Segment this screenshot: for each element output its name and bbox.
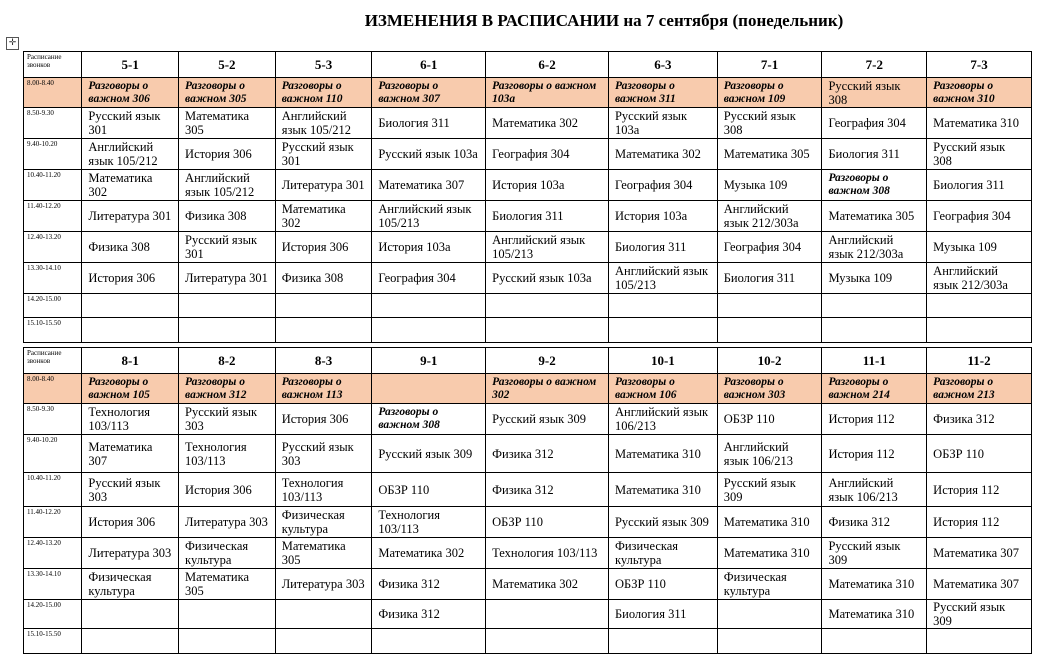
- lesson-cell: Разговоры о важном 308: [822, 170, 927, 201]
- lesson-cell: Литература 303: [179, 507, 276, 538]
- lesson-cell: История 306: [82, 263, 179, 294]
- lesson-cell: Технология 103/113: [275, 473, 372, 507]
- lesson-cell: География 304: [927, 201, 1032, 232]
- class-header: 6-3: [608, 52, 717, 78]
- lesson-cell: Разговоры о важном 105: [82, 374, 179, 404]
- time-cell: 11.40-12.20: [24, 201, 82, 232]
- lesson-cell: Физическая культура: [82, 569, 179, 600]
- lesson-cell: [179, 600, 276, 629]
- class-header: 8-3: [275, 348, 372, 374]
- lesson-cell: Разговоры о важном 110: [275, 78, 372, 108]
- lesson-cell: [179, 294, 276, 318]
- time-cell: 10.40-11.20: [24, 473, 82, 507]
- lesson-cell: ОБЗР 110: [372, 473, 486, 507]
- conversation-row: [24, 374, 1032, 404]
- lesson-cell: Математика 310: [608, 435, 717, 473]
- lesson-cell: Русский язык 308: [717, 108, 822, 139]
- lesson-cell: География 304: [608, 170, 717, 201]
- lesson-cell: [822, 629, 927, 654]
- lesson-cell: [608, 629, 717, 654]
- header-row: [24, 348, 1032, 374]
- lesson-cell: Разговоры о важном 303: [717, 374, 822, 404]
- lesson-row: [24, 600, 1032, 629]
- lesson-row: [24, 263, 1032, 294]
- lesson-cell: Биология 311: [608, 600, 717, 629]
- lesson-cell: Русский язык 303: [275, 435, 372, 473]
- lesson-cell: Английский язык 212/303а: [822, 232, 927, 263]
- lesson-cell: Разговоры о важном 109: [717, 78, 822, 108]
- lesson-cell: Русский язык 309: [486, 404, 609, 435]
- time-cell: 11.40-12.20: [24, 507, 82, 538]
- time-cell: 12.40-13.20: [24, 232, 82, 263]
- lesson-cell: [486, 318, 609, 343]
- lesson-cell: [927, 294, 1032, 318]
- lesson-cell: Математика 305: [717, 139, 822, 170]
- lesson-cell: Английский язык 106/213: [717, 435, 822, 473]
- lesson-cell: История 306: [275, 232, 372, 263]
- lesson-cell: Английский язык 106/213: [608, 404, 717, 435]
- lesson-cell: Литература 301: [275, 170, 372, 201]
- lesson-cell: Английский язык 212/303а: [927, 263, 1032, 294]
- time-cell: 12.40-13.20: [24, 538, 82, 569]
- lesson-cell: [486, 294, 609, 318]
- lesson-cell: История 112: [927, 473, 1032, 507]
- lesson-cell: Разговоры о важном 308: [372, 404, 486, 435]
- lesson-cell: Математика 302: [275, 201, 372, 232]
- lesson-cell: Русский язык 301: [275, 139, 372, 170]
- lesson-cell: Технология 103/113: [179, 435, 276, 473]
- lesson-cell: ОБЗР 110: [927, 435, 1032, 473]
- class-header: 11-1: [822, 348, 927, 374]
- lesson-row: [24, 139, 1032, 170]
- lesson-cell: Русский язык 103а: [486, 263, 609, 294]
- lesson-cell: [179, 629, 276, 654]
- lesson-cell: История 112: [822, 435, 927, 473]
- lesson-cell: [486, 629, 609, 654]
- lesson-cell: Математика 310: [717, 507, 822, 538]
- header-row: [24, 52, 1032, 78]
- lesson-cell: Разговоры о важном 302: [486, 374, 609, 404]
- lesson-cell: Биология 311: [608, 232, 717, 263]
- lesson-cell: География 304: [822, 108, 927, 139]
- time-cell: 8.50-9.30: [24, 404, 82, 435]
- bell-schedule-header: Расписание звонков: [24, 52, 82, 78]
- lesson-cell: [82, 318, 179, 343]
- lesson-cell: Разговоры о важном 306: [82, 78, 179, 108]
- lesson-cell: Музыка 109: [927, 232, 1032, 263]
- lesson-cell: Русский язык 303: [179, 404, 276, 435]
- lesson-cell: Математика 307: [372, 170, 486, 201]
- class-header: 7-1: [717, 52, 822, 78]
- lesson-cell: Русский язык 309: [372, 435, 486, 473]
- class-header: 8-1: [82, 348, 179, 374]
- time-cell: 9.40-10.20: [24, 139, 82, 170]
- lesson-cell: [717, 318, 822, 343]
- lesson-cell: История 112: [822, 404, 927, 435]
- lesson-cell: Разговоры о важном 312: [179, 374, 276, 404]
- time-cell: 14.20-15.00: [24, 294, 82, 318]
- lesson-cell: [717, 600, 822, 629]
- lesson-cell: Английский язык 105/213: [486, 232, 609, 263]
- lesson-cell: [372, 629, 486, 654]
- time-cell: 15.10-15.50: [24, 318, 82, 343]
- lesson-row: [24, 108, 1032, 139]
- lesson-cell: Литература 303: [275, 569, 372, 600]
- lesson-cell: Физика 312: [486, 473, 609, 507]
- lesson-cell: Русский язык 308: [822, 78, 927, 108]
- lesson-cell: [927, 318, 1032, 343]
- lesson-row: [24, 294, 1032, 318]
- lesson-row: [24, 201, 1032, 232]
- lesson-cell: Музыка 109: [822, 263, 927, 294]
- time-cell: 13.30-14.10: [24, 263, 82, 294]
- lesson-cell: Разговоры о важном 213: [927, 374, 1032, 404]
- conversation-row: [24, 78, 1032, 108]
- schedule-table-upper: [23, 51, 1032, 343]
- lesson-cell: [372, 374, 486, 404]
- lesson-cell: История 306: [179, 139, 276, 170]
- time-cell: 10.40-11.20: [24, 170, 82, 201]
- lesson-cell: Математика 302: [82, 170, 179, 201]
- lesson-cell: [372, 318, 486, 343]
- lesson-row: [24, 507, 1032, 538]
- lesson-cell: Физическая культура: [608, 538, 717, 569]
- lesson-cell: Разговоры о важном 307: [372, 78, 486, 108]
- lesson-cell: [822, 294, 927, 318]
- time-cell: 9.40-10.20: [24, 435, 82, 473]
- lesson-cell: История 306: [179, 473, 276, 507]
- lesson-cell: Английский язык 106/213: [822, 473, 927, 507]
- time-cell: 8.50-9.30: [24, 108, 82, 139]
- lesson-cell: География 304: [717, 232, 822, 263]
- class-header: 8-2: [179, 348, 276, 374]
- lesson-cell: Биология 311: [717, 263, 822, 294]
- lesson-cell: [82, 294, 179, 318]
- schedule-table-lower: [23, 347, 1032, 654]
- lesson-cell: Биология 311: [927, 170, 1032, 201]
- lesson-cell: [179, 318, 276, 343]
- lesson-cell: Русский язык 103а: [372, 139, 486, 170]
- lesson-cell: Русский язык 301: [179, 232, 276, 263]
- lesson-cell: Разговоры о важном 311: [608, 78, 717, 108]
- lesson-row: [24, 569, 1032, 600]
- lesson-cell: Математика 305: [822, 201, 927, 232]
- lesson-cell: Математика 307: [82, 435, 179, 473]
- lesson-cell: Физика 312: [372, 569, 486, 600]
- time-cell: 8.00-8.40: [24, 78, 82, 108]
- class-header: 7-2: [822, 52, 927, 78]
- lesson-cell: ОБЗР 110: [608, 569, 717, 600]
- lesson-cell: [82, 600, 179, 629]
- lesson-cell: История 306: [275, 404, 372, 435]
- lesson-cell: Биология 311: [372, 108, 486, 139]
- lesson-cell: Физика 308: [275, 263, 372, 294]
- lesson-cell: Английский язык 105/213: [372, 201, 486, 232]
- class-header: 5-1: [82, 52, 179, 78]
- lesson-cell: Технология 103/113: [486, 538, 609, 569]
- time-cell: 14.20-15.00: [24, 600, 82, 629]
- lesson-cell: Физическая культура: [275, 507, 372, 538]
- lesson-cell: Физика 312: [372, 600, 486, 629]
- lesson-cell: Английский язык 105/212: [275, 108, 372, 139]
- lesson-row: [24, 232, 1032, 263]
- lesson-cell: Математика 302: [486, 108, 609, 139]
- lesson-cell: Технология 103/113: [372, 507, 486, 538]
- lesson-cell: Разговоры о важном 113: [275, 374, 372, 404]
- lesson-cell: Физика 312: [822, 507, 927, 538]
- lesson-cell: Литература 301: [82, 201, 179, 232]
- lesson-row: [24, 170, 1032, 201]
- lesson-row: [24, 473, 1032, 507]
- lesson-cell: [486, 600, 609, 629]
- class-header: 11-2: [927, 348, 1032, 374]
- lesson-cell: [275, 294, 372, 318]
- lesson-cell: Биология 311: [822, 139, 927, 170]
- lesson-cell: Английский язык 105/213: [608, 263, 717, 294]
- lesson-row: [24, 538, 1032, 569]
- lesson-cell: Английский язык 105/212: [82, 139, 179, 170]
- lesson-cell: Математика 310: [608, 473, 717, 507]
- lesson-cell: Физика 312: [486, 435, 609, 473]
- lesson-cell: История 112: [927, 507, 1032, 538]
- class-header: 6-1: [372, 52, 486, 78]
- lesson-cell: [717, 629, 822, 654]
- lesson-cell: Математика 305: [179, 569, 276, 600]
- lesson-cell: Физическая культура: [717, 569, 822, 600]
- lesson-cell: Физика 312: [927, 404, 1032, 435]
- lesson-cell: Математика 302: [486, 569, 609, 600]
- lesson-row: [24, 629, 1032, 654]
- lesson-cell: Русский язык 301: [82, 108, 179, 139]
- lesson-cell: Математика 310: [822, 600, 927, 629]
- lesson-cell: Математика 307: [927, 569, 1032, 600]
- lesson-cell: Русский язык 309: [927, 600, 1032, 629]
- lesson-cell: [822, 318, 927, 343]
- lesson-cell: География 304: [486, 139, 609, 170]
- lesson-cell: Технология 103/113: [82, 404, 179, 435]
- lesson-cell: Математика 305: [179, 108, 276, 139]
- time-cell: 13.30-14.10: [24, 569, 82, 600]
- lesson-cell: Математика 310: [927, 108, 1032, 139]
- lesson-cell: [608, 294, 717, 318]
- lesson-cell: Русский язык 309: [717, 473, 822, 507]
- lesson-cell: Музыка 109: [717, 170, 822, 201]
- lesson-cell: [927, 629, 1032, 654]
- lesson-cell: Математика 302: [372, 538, 486, 569]
- lesson-cell: История 103а: [372, 232, 486, 263]
- lesson-cell: Русский язык 309: [822, 538, 927, 569]
- lesson-cell: Физическая культура: [179, 538, 276, 569]
- lesson-row: [24, 318, 1032, 343]
- time-cell: 8.00-8.40: [24, 374, 82, 404]
- lesson-cell: Математика 302: [608, 139, 717, 170]
- lesson-cell: Разговоры о важном 214: [822, 374, 927, 404]
- lesson-cell: Английский язык 105/212: [179, 170, 276, 201]
- lesson-cell: История 306: [82, 507, 179, 538]
- lesson-cell: Математика 310: [717, 538, 822, 569]
- lesson-cell: Русский язык 303: [82, 473, 179, 507]
- lesson-cell: [82, 629, 179, 654]
- lesson-cell: [275, 318, 372, 343]
- lesson-cell: Математика 310: [822, 569, 927, 600]
- class-header: 6-2: [486, 52, 609, 78]
- lesson-cell: Русский язык 308: [927, 139, 1032, 170]
- lesson-cell: Литература 303: [82, 538, 179, 569]
- lesson-cell: [275, 629, 372, 654]
- class-header: 9-2: [486, 348, 609, 374]
- lesson-cell: Математика 305: [275, 538, 372, 569]
- lesson-row: [24, 404, 1032, 435]
- lesson-cell: География 304: [372, 263, 486, 294]
- lesson-cell: [608, 318, 717, 343]
- class-header: 5-3: [275, 52, 372, 78]
- lesson-cell: Разговоры о важном 310: [927, 78, 1032, 108]
- time-cell: 15.10-15.50: [24, 629, 82, 654]
- bell-schedule-header: Расписание звонков: [24, 348, 82, 374]
- lesson-cell: Русский язык 309: [608, 507, 717, 538]
- lesson-cell: [717, 294, 822, 318]
- class-header: 10-1: [608, 348, 717, 374]
- move-arrows-icon[interactable]: ✛: [6, 37, 19, 50]
- lesson-cell: Физика 308: [179, 201, 276, 232]
- lesson-cell: Разговоры о важном 103а: [486, 78, 609, 108]
- class-header: 5-2: [179, 52, 276, 78]
- lesson-cell: Биология 311: [486, 201, 609, 232]
- lesson-row: [24, 435, 1032, 473]
- lesson-cell: Разговоры о важном 106: [608, 374, 717, 404]
- lesson-cell: Английский язык 212/303а: [717, 201, 822, 232]
- lesson-cell: [275, 600, 372, 629]
- class-header: 7-3: [927, 52, 1032, 78]
- lesson-cell: История 103а: [486, 170, 609, 201]
- lesson-cell: Физика 308: [82, 232, 179, 263]
- lesson-cell: История 103а: [608, 201, 717, 232]
- lesson-cell: Разговоры о важном 305: [179, 78, 276, 108]
- lesson-cell: Математика 307: [927, 538, 1032, 569]
- lesson-cell: [372, 294, 486, 318]
- class-header: 9-1: [372, 348, 486, 374]
- lesson-cell: ОБЗР 110: [717, 404, 822, 435]
- lesson-cell: ОБЗР 110: [486, 507, 609, 538]
- class-header: 10-2: [717, 348, 822, 374]
- lesson-cell: Литература 301: [179, 263, 276, 294]
- lesson-cell: Русский язык 103а: [608, 108, 717, 139]
- page-title: ИЗМЕНЕНИЯ В РАСПИСАНИИ на 7 сентября (понедельник): [364, 11, 844, 30]
